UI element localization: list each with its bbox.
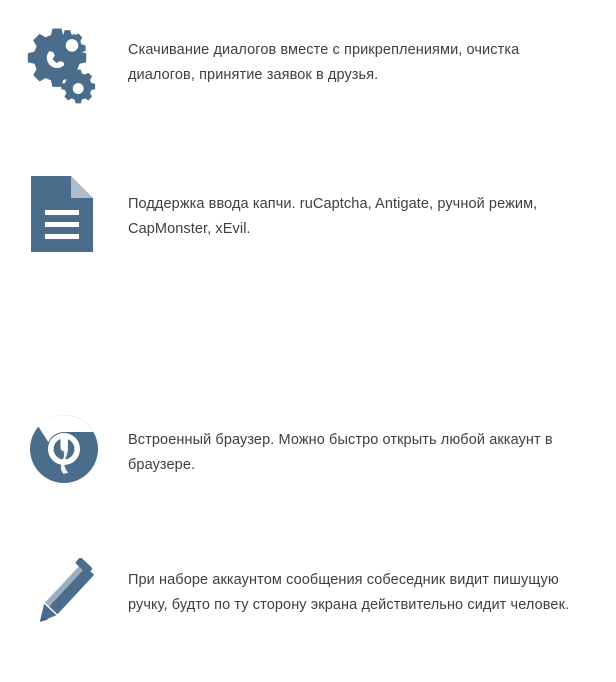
document-icon bbox=[27, 172, 101, 256]
gears-icon bbox=[22, 26, 106, 110]
list-item-text: Скачивание диалогов вместе с прикреплениями, очистка диалогов, принятие заявок в друзья. bbox=[128, 42, 520, 83]
list-item bbox=[0, 26, 616, 110]
icon-cell bbox=[0, 26, 128, 110]
browser-chrome-icon bbox=[27, 412, 101, 486]
list-item-text: Встроенный браузер. Можно быстро открыть любой аккаунт в браузере. bbox=[128, 432, 553, 473]
list-item-text: Поддержка ввода капчи. ruCaptcha, Antigate, ручной режим, CapMonster, xEvil. bbox=[128, 196, 538, 237]
list-item bbox=[0, 172, 616, 256]
list-item-text: При наборе аккаунтом сообщения собеседник видит пишущую ручку, будто по ту сторону экрана действительно сидит человек. bbox=[128, 572, 570, 613]
icon-cell bbox=[0, 558, 128, 642]
list-item bbox=[0, 412, 616, 486]
icon-cell bbox=[0, 412, 128, 486]
pencil-icon bbox=[27, 558, 101, 642]
icon-cell bbox=[0, 172, 128, 256]
list-item bbox=[0, 558, 616, 642]
